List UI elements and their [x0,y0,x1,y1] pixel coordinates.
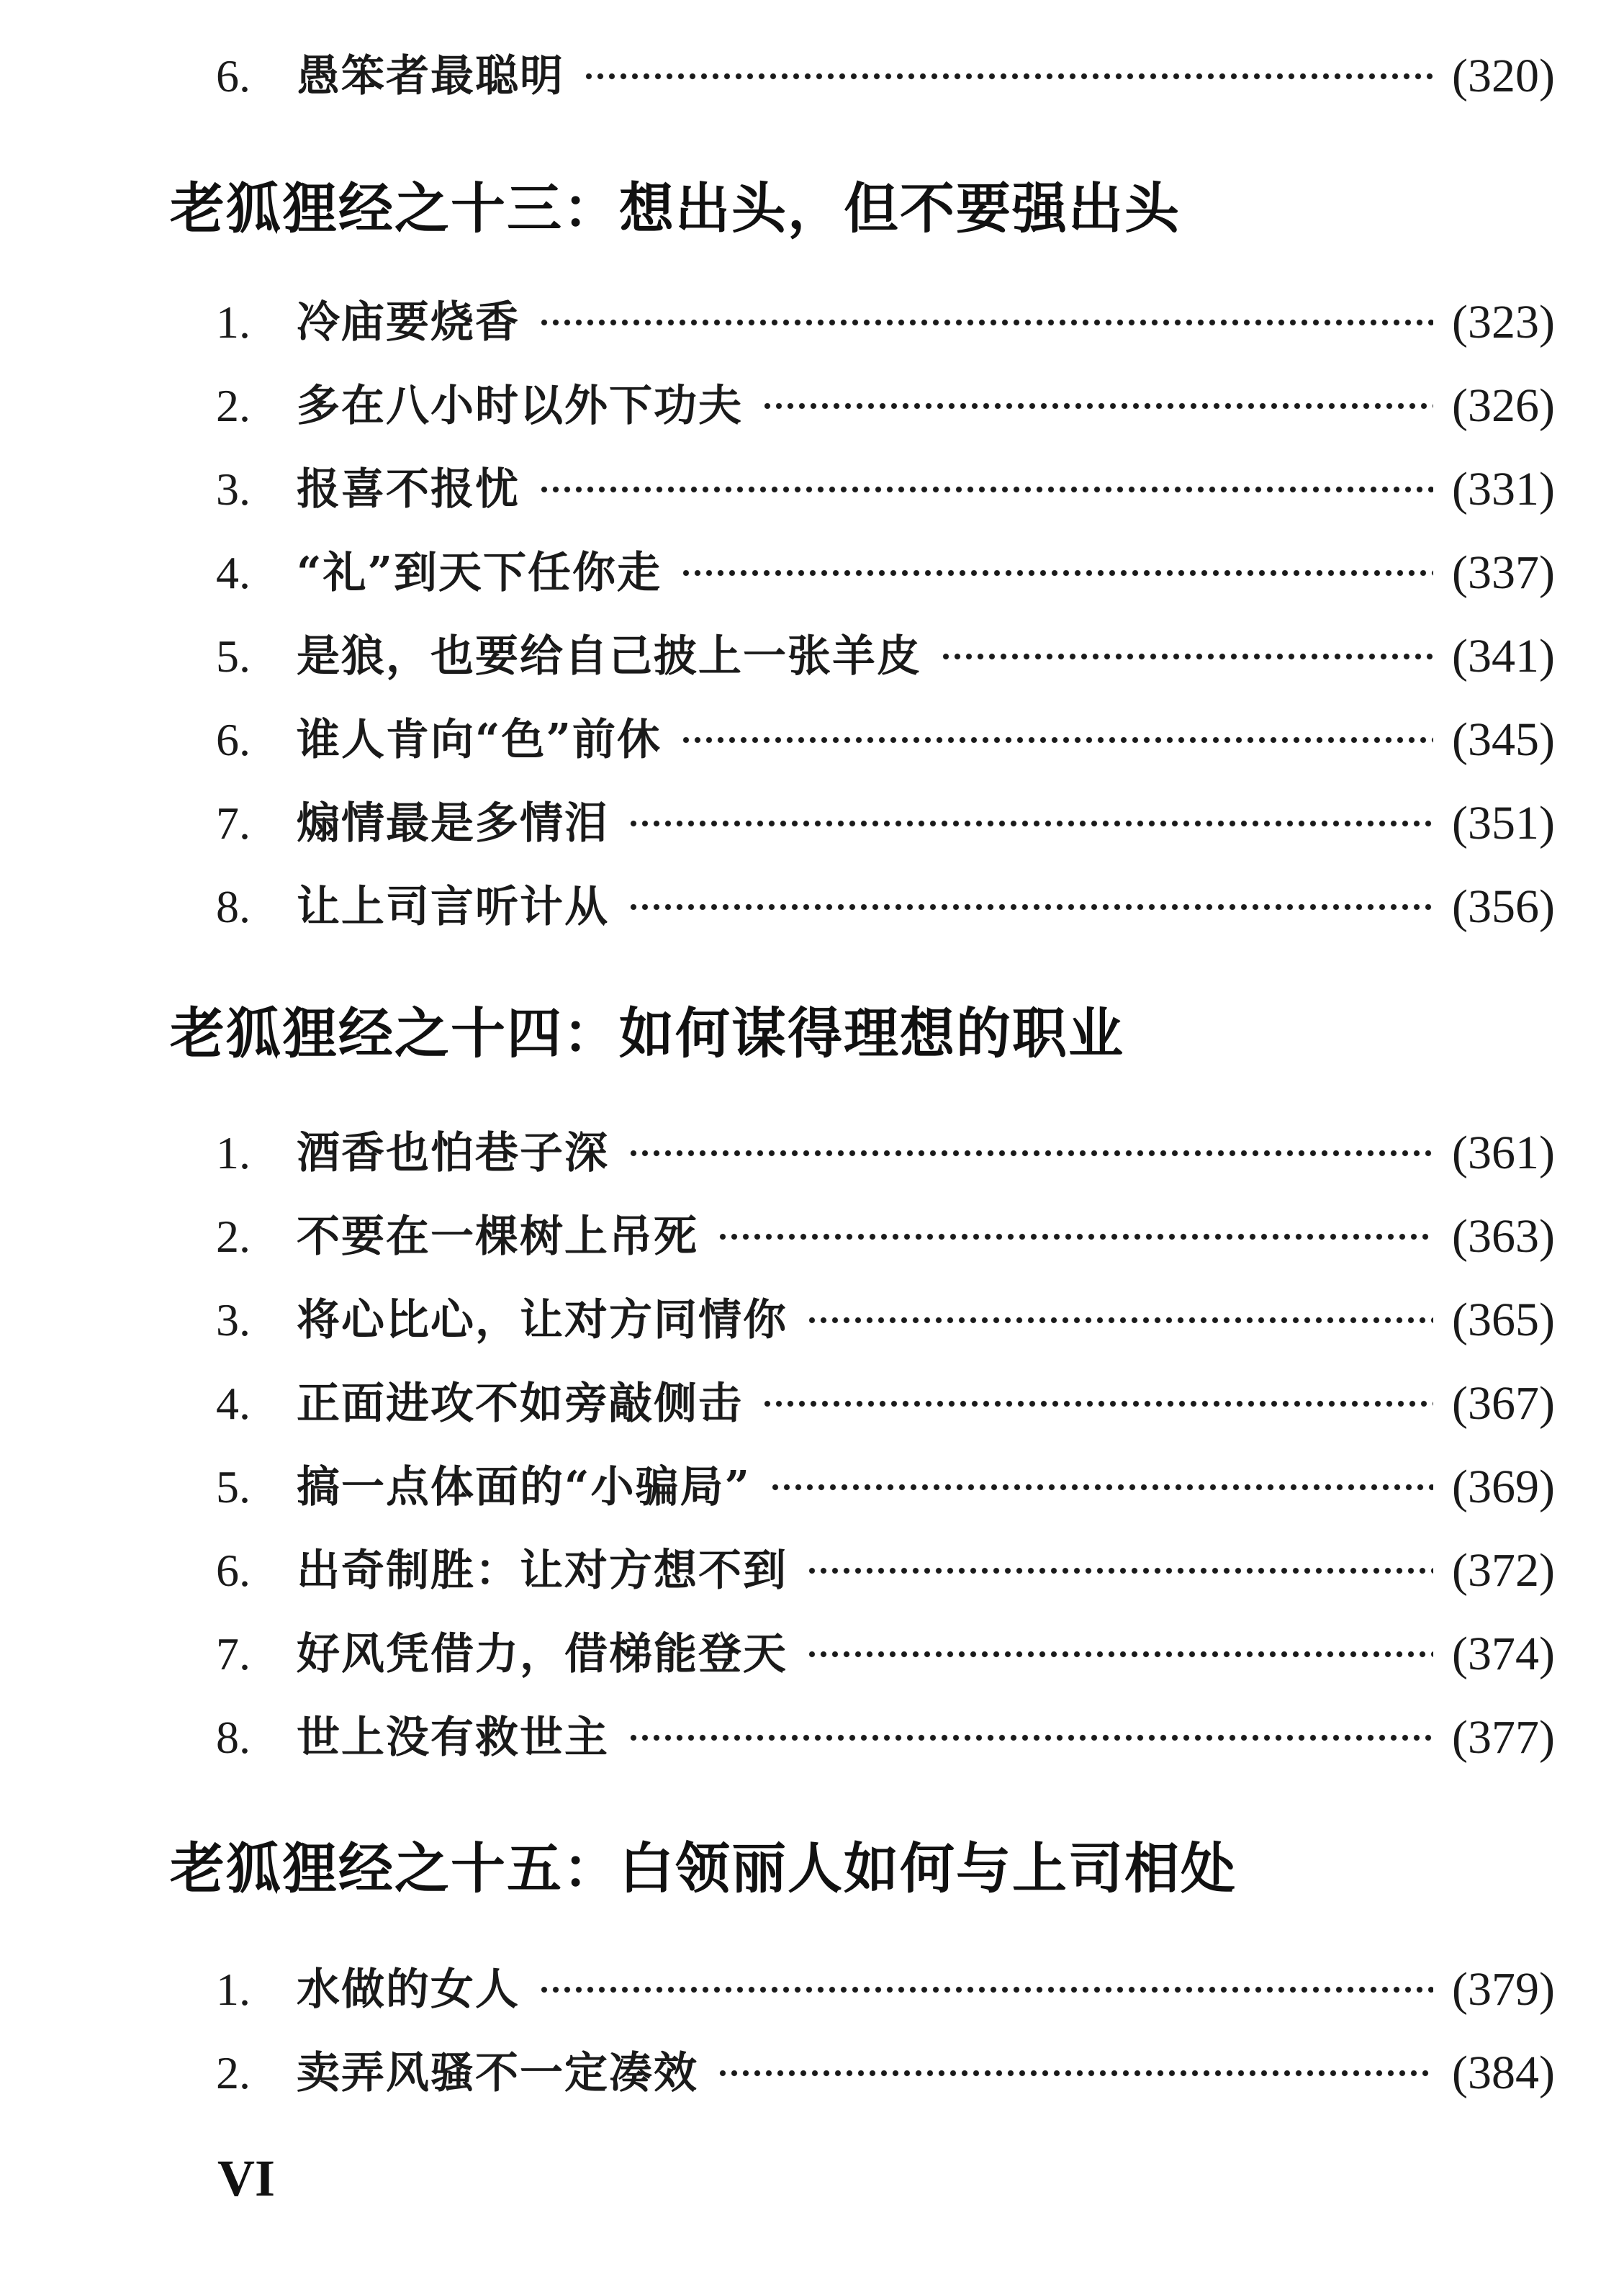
entry-title: 好风凭借力，借梯能登天 [297,1629,788,1679]
entry-page-number: (367) [1452,1377,1555,1430]
entry-number: 4. [216,1378,251,1429]
dot-leader [538,318,1433,327]
dot-leader [628,903,1433,911]
entry-page-number: (361) [1452,1127,1555,1179]
toc-entry [216,1954,1555,2026]
entry-page-number: (326) [1452,379,1555,432]
entry-page-number: (345) [1452,713,1555,766]
entry-page-number: (320) [1452,50,1555,102]
entry-number: 3. [216,1294,251,1345]
toc-entry [216,1117,1555,1189]
entry-page-number: (363) [1452,1210,1555,1263]
toc-entry [216,370,1555,442]
dot-leader [762,1399,1433,1408]
dot-leader [762,402,1433,410]
entry-number: 6. [216,714,251,765]
entry-title: 将心比心，让对方同情你 [297,1295,788,1345]
dot-leader [770,1483,1433,1492]
entry-title: 让上司言听计从 [297,882,609,932]
entry-title: 正面进攻不如旁敲侧击 [297,1379,743,1429]
entry-number: 2. [216,2047,251,2098]
dot-leader [628,1149,1433,1158]
entry-number: 7. [216,798,251,849]
entry-title: 谁人肯向“色”前休 [297,715,662,765]
toc-entry [216,454,1555,525]
entry-page-number: (369) [1452,1461,1555,1513]
toc-entry [216,537,1555,609]
toc-entry [216,1535,1555,1607]
entry-page-number: (337) [1452,546,1555,599]
entry-page-number: (341) [1452,630,1555,682]
toc-entry [216,1618,1555,1690]
dot-leader [806,1316,1433,1325]
toc-entry [216,40,1555,112]
entry-number: 1. [216,1127,251,1178]
entry-title: 水做的女人 [297,1964,520,2015]
entry-number: 6. [216,1545,251,1596]
toc-entry [216,287,1555,358]
toc-entry [216,621,1555,693]
entry-title: 卖弄风骚不一定凑效 [297,2048,698,2098]
dot-leader [717,2069,1433,2078]
entry-page-number: (377) [1452,1711,1555,1764]
entry-title: 不要在一棵树上吊死 [297,1212,698,1262]
toc-entry [216,704,1555,776]
entry-page-number: (331) [1452,463,1555,515]
toc-entry [216,871,1555,943]
dot-leader [538,485,1433,494]
entry-page-number: (356) [1452,880,1555,933]
toc-entry [216,1201,1555,1273]
entry-title: 世上没有救世主 [297,1713,609,1763]
entry-number: 8. [216,1712,251,1763]
entry-number: 6. [216,50,251,102]
dot-leader [538,1985,1433,1994]
entry-number: 1. [216,297,251,348]
folio-page-number: VI [217,2150,276,2207]
dot-leader [680,569,1433,577]
dot-leader [628,1733,1433,1742]
entry-title: 出奇制胜：让对方想不到 [297,1546,788,1596]
entry-page-number: (365) [1452,1294,1555,1346]
entry-title: 愚笨者最聪明 [297,51,564,102]
entry-number: 1. [216,1964,251,2015]
entry-title: 酒香也怕巷子深 [297,1128,609,1178]
toc-entry [216,1451,1555,1523]
entry-title: “礼”到天下任你走 [297,548,662,598]
entry-title: 煽情最是多情泪 [297,798,609,849]
entry-title: 搞一点体面的“小骗局” [297,1462,752,1512]
entry-title: 多在八小时以外下功夫 [297,381,743,431]
entry-number: 2. [216,1211,251,1262]
dot-leader [583,72,1433,81]
entry-page-number: (384) [1452,2047,1555,2099]
entry-title: 报喜不报忧 [297,464,520,515]
entry-page-number: (323) [1452,296,1555,348]
entry-number: 4. [216,547,251,598]
entry-page-number: (379) [1452,1963,1555,2016]
section-heading: 老狐狸经之十三：想出头，但不要强出头 [170,176,1181,240]
entry-title: 是狼，也要给自己披上一张羊皮 [297,631,921,682]
dot-leader [717,1232,1433,1241]
toc-entry [216,1702,1555,1774]
entry-number: 2. [216,380,251,431]
dot-leader [680,736,1433,744]
dot-leader [940,652,1433,661]
toc-entry [216,2037,1555,2109]
toc-entry [216,1368,1555,1440]
entry-page-number: (372) [1452,1544,1555,1597]
entry-page-number: (374) [1452,1628,1555,1680]
entry-number: 8. [216,881,251,932]
section-heading: 老狐狸经之十四：如何谋得理想的职业 [170,1001,1124,1065]
entry-number: 3. [216,464,251,515]
entry-number: 7. [216,1628,251,1679]
toc-entry [216,788,1555,860]
entry-number: 5. [216,631,251,682]
entry-page-number: (351) [1452,797,1555,849]
dot-leader [806,1650,1433,1659]
section-heading: 老狐狸经之十五：白领丽人如何与上司相处 [170,1836,1237,1900]
entry-number: 5. [216,1461,251,1512]
dot-leader [628,819,1433,828]
toc-entry [216,1284,1555,1356]
dot-leader [806,1566,1433,1575]
entry-title: 冷庙要烧香 [297,297,520,348]
